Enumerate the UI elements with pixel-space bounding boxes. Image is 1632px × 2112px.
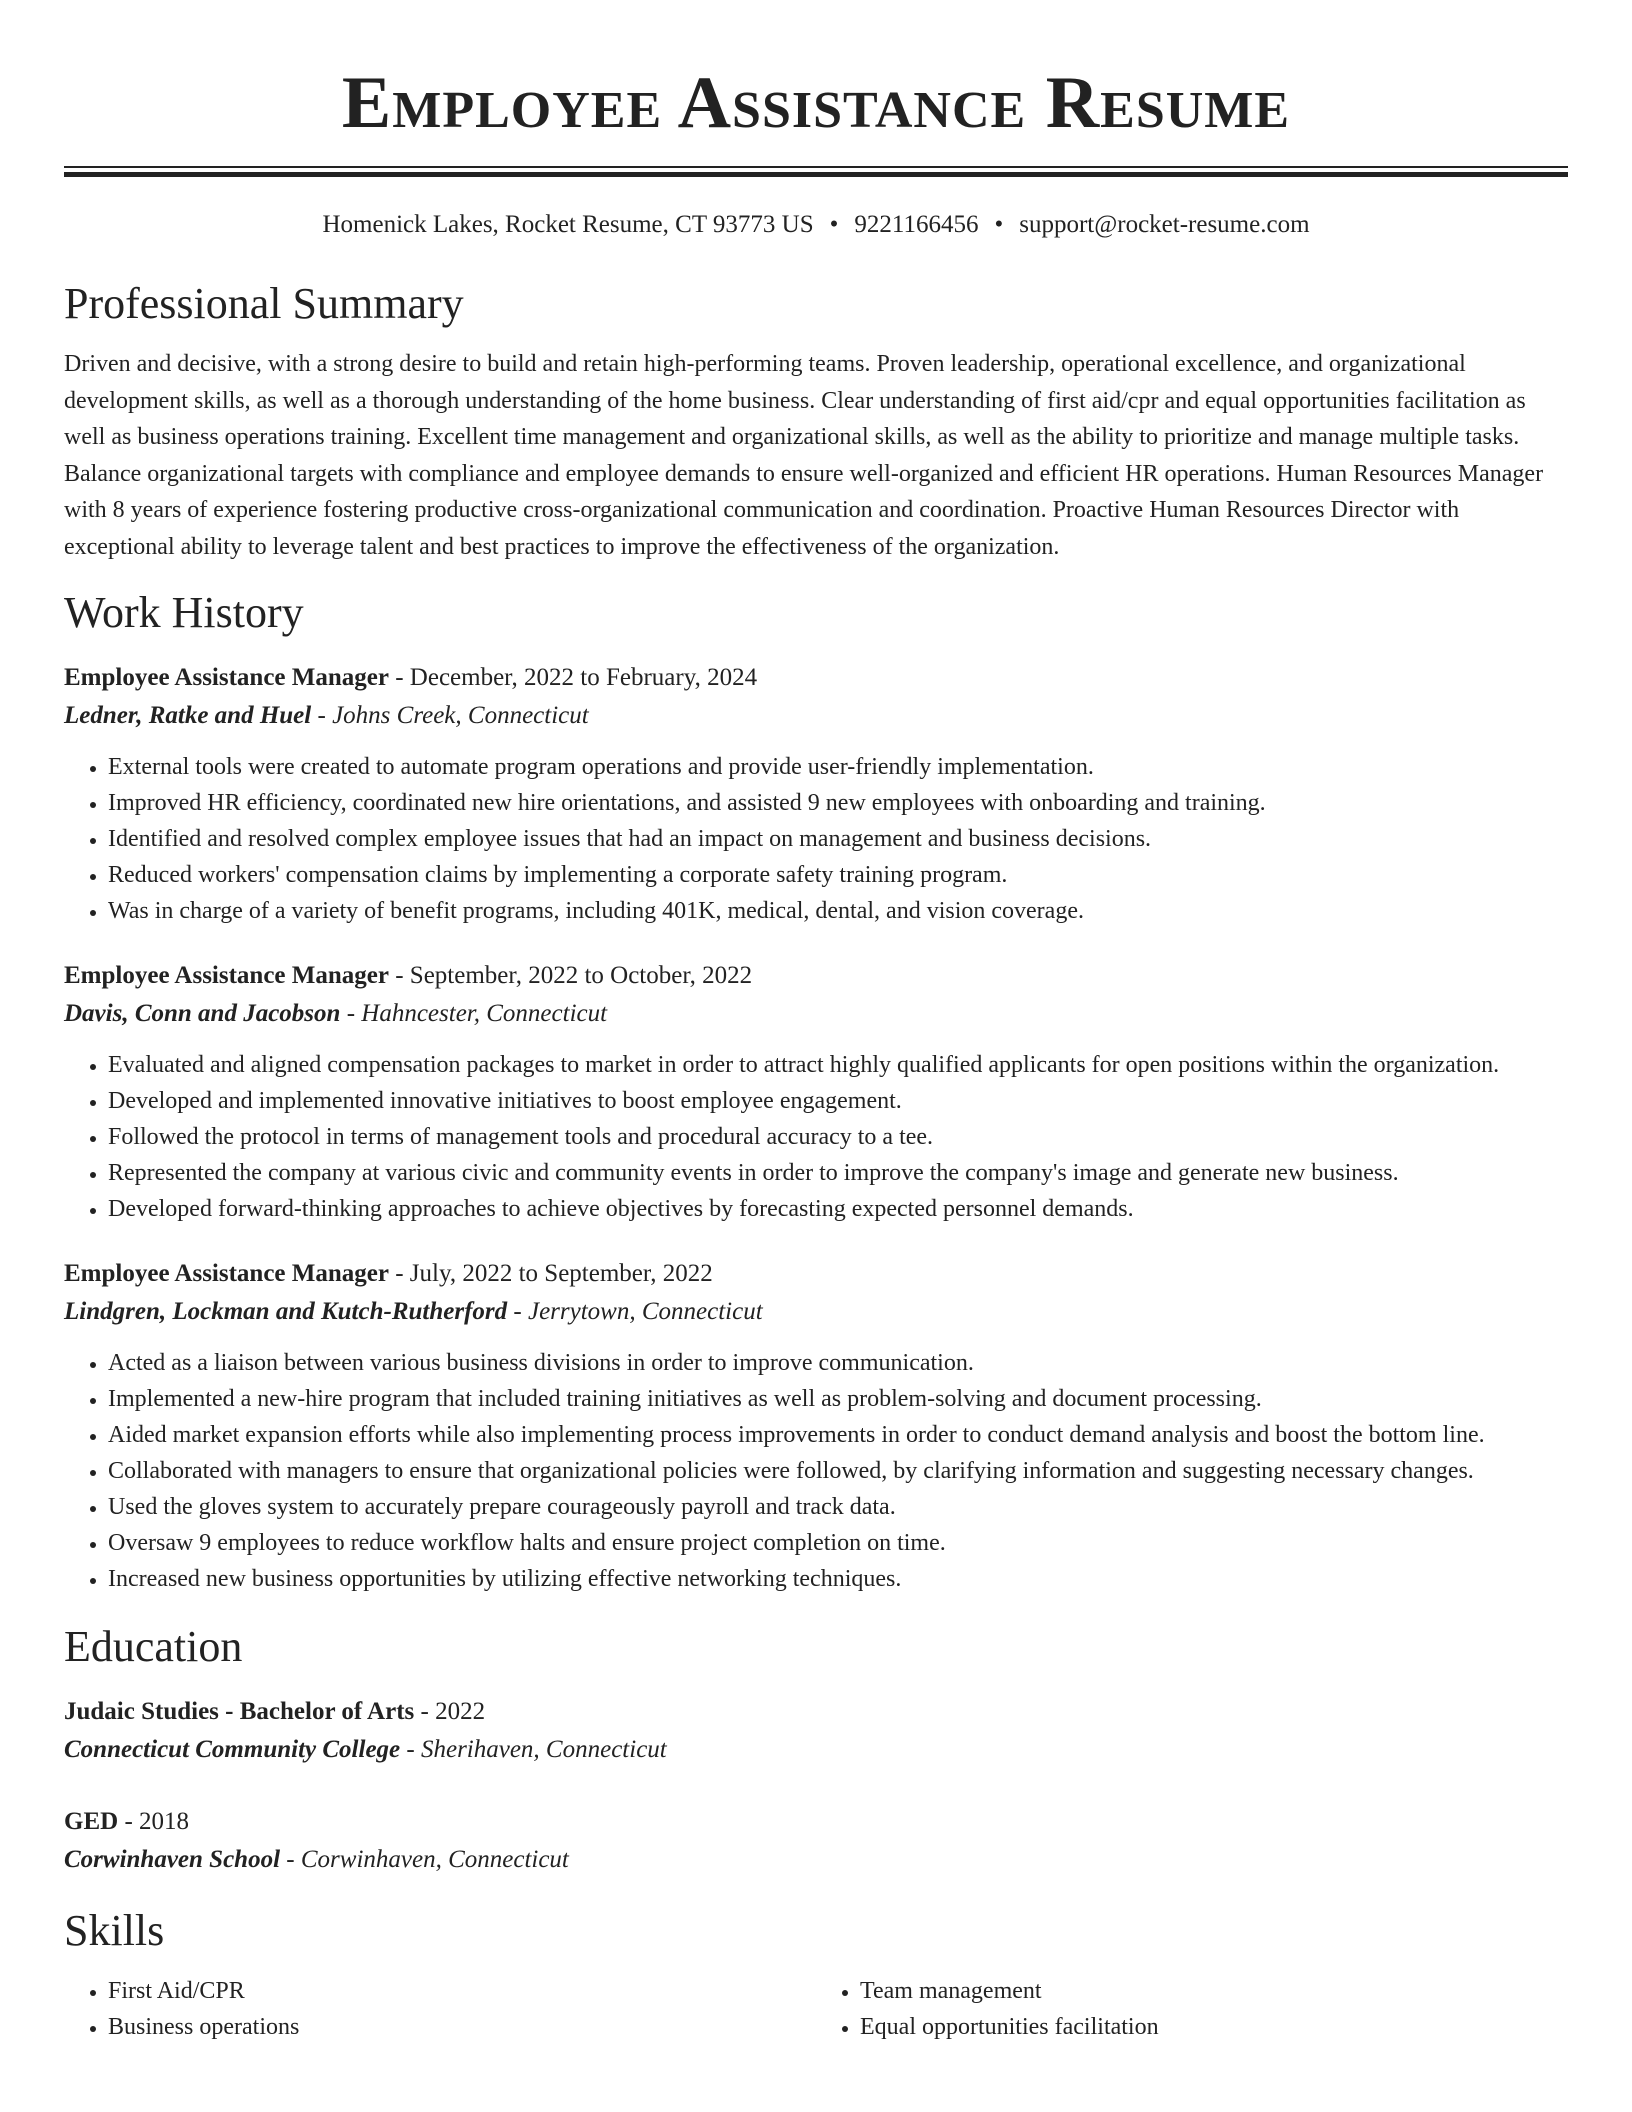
- job-header: Employee Assistance Manager - July, 2022 to September, 2022: [64, 1260, 713, 1287]
- job-location: Hahncester, Connecticut: [361, 1000, 608, 1027]
- title-divider-thick: [64, 172, 1568, 177]
- skill-item: • Team management: [860, 1973, 1568, 2009]
- education-year: 2022: [435, 1698, 486, 1725]
- job-dates: July, 2022 to September, 2022: [409, 1260, 713, 1287]
- job-bullets: [64, 1345, 1568, 1597]
- contact-email: support@rocket-resume.com: [1019, 211, 1310, 238]
- job-bullet: • Developed and implemented innovative initiatives to boost employee engagement.: [108, 1083, 1568, 1119]
- job-employer: Davis, Conn and Jacobson - Hahncester, Connecticut: [64, 1000, 608, 1027]
- job-header: Employee Assistance Manager - September, 2022 to October, 2022: [64, 962, 753, 989]
- summary-heading: Professional Summary: [64, 279, 464, 328]
- education-entry: [64, 1693, 1568, 1769]
- job-bullets: [64, 1047, 1568, 1227]
- job-bullet: • Improved HR efficiency, coordinated new hire orientations, and assisted 9 new employees with onboarding and training.: [108, 785, 1568, 821]
- education-school: Corwinhaven School: [64, 1846, 281, 1873]
- job-entry: [64, 1255, 1568, 1597]
- job-bullet: • Was in charge of a variety of benefit programs, including 401K, medical, dental, and vision coverage.: [108, 893, 1568, 929]
- job-header: Employee Assistance Manager - December, 2022 to February, 2024: [64, 664, 758, 691]
- contact-separator: •: [829, 211, 839, 238]
- skills-column-right: [816, 1973, 1568, 2045]
- education-school: Connecticut Community College: [64, 1736, 401, 1763]
- contact-phone: 9221166456: [854, 211, 979, 238]
- contact-line: [64, 210, 1568, 240]
- job-company: Davis, Conn and Jacobson: [64, 1000, 341, 1027]
- education-degree: GED: [64, 1808, 119, 1835]
- education-year: 2018: [139, 1808, 190, 1835]
- skills-list: [64, 1973, 1568, 2045]
- job-entry: [64, 957, 1568, 1227]
- contact-address: Homenick Lakes, Rocket Resume, CT 93773 US: [322, 211, 814, 238]
- education-location: Corwinhaven, Connecticut: [300, 1846, 569, 1873]
- education-heading: Education: [64, 1622, 243, 1671]
- education-entry: [64, 1803, 1568, 1879]
- job-bullets: [64, 749, 1568, 929]
- skill-item: • Business operations: [108, 2009, 816, 2045]
- job-bullet: • Developed forward-thinking approaches to achieve objectives by forecasting expected personnel demands.: [108, 1191, 1568, 1227]
- job-dates: September, 2022 to October, 2022: [409, 962, 753, 989]
- job-title: Employee Assistance Manager: [64, 1260, 389, 1287]
- job-bullet: • Implemented a new-hire program that included training initiatives as well as problem-solving and document processing.: [108, 1381, 1568, 1417]
- resume-title: Employee Assistance Resume: [341, 62, 1291, 144]
- job-bullet: • External tools were created to automate program operations and provide user-friendly implementation.: [108, 749, 1568, 785]
- job-bullet: • Aided market expansion efforts while also implementing process improvements in order to conduct demand analysis and boost the bottom line.: [108, 1417, 1568, 1453]
- job-bullet: • Increased new business opportunities by utilizing effective networking techniques.: [108, 1561, 1568, 1597]
- skill-item: • First Aid/CPR: [108, 1973, 816, 2009]
- job-bullet: • Reduced workers' compensation claims by implementing a corporate safety training program.: [108, 857, 1568, 893]
- job-entry: [64, 659, 1568, 929]
- job-bullet: • Evaluated and aligned compensation packages to market in order to attract highly qualified applicants for open positions within the organization.: [108, 1047, 1568, 1083]
- title-divider-thin: [64, 166, 1568, 168]
- work-history-heading: Work History: [64, 588, 304, 637]
- job-employer: Lindgren, Lockman and Kutch-Rutherford - Jerrytown, Connecticut: [64, 1298, 763, 1325]
- education-location: Sherihaven, Connecticut: [420, 1736, 667, 1763]
- contact-separator: •: [994, 211, 1004, 238]
- job-location: Johns Creek, Connecticut: [332, 702, 589, 729]
- job-bullet: • Represented the company at various civic and community events in order to improve the company's image and generate new business.: [108, 1155, 1568, 1191]
- skills-heading: Skills: [64, 1906, 165, 1955]
- job-title: Employee Assistance Manager: [64, 664, 389, 691]
- skill-item: • Equal opportunities facilitation: [860, 2009, 1568, 2045]
- job-location: Jerrytown, Connecticut: [527, 1298, 763, 1325]
- job-bullet: • Oversaw 9 employees to reduce workflow halts and ensure project completion on time.: [108, 1525, 1568, 1561]
- job-bullet: • Identified and resolved complex employee issues that had an impact on management and business decisions.: [108, 821, 1568, 857]
- job-title: Employee Assistance Manager: [64, 962, 389, 989]
- education-school-line: Connecticut Community College - Sherihaven, Connecticut: [64, 1736, 667, 1763]
- job-company: Ledner, Ratke and Huel: [64, 702, 312, 729]
- job-bullet: • Used the gloves system to accurately prepare courageously payroll and track data.: [108, 1489, 1568, 1525]
- job-company: Lindgren, Lockman and Kutch-Rutherford: [64, 1298, 508, 1325]
- job-dates: December, 2022 to February, 2024: [409, 664, 758, 691]
- education-degree-line: Judaic Studies - Bachelor of Arts - 2022: [64, 1698, 486, 1725]
- summary-text: Driven and decisive, with a strong desire to build and retain high-performing teams. Proven leadership, operational excellence, and organizational development skills, as well as a thorough understanding of the home business. Clear understanding of first aid/cpr and equal opportunities facilitation as well as business operations training. Excellent time management and organizational skills, as well as the ability to prioritize and manage multiple tasks. Balance organizational targets with compliance and employee demands to ensure well-organized and efficient HR operations. Human Resources Manager with 8 years of experience fostering productive cross-organizational communication and coordination. Proactive Human Resources Director with exceptional ability to leverage talent and best practices to improve the effectiveness of the organization.: [64, 351, 1544, 560]
- education-school-line: Corwinhaven School - Corwinhaven, Connecticut: [64, 1846, 569, 1873]
- education-degree: Judaic Studies - Bachelor of Arts: [64, 1698, 415, 1725]
- job-bullet: • Acted as a liaison between various business divisions in order to improve communication.: [108, 1345, 1568, 1381]
- education-degree-line: GED - 2018: [64, 1808, 190, 1835]
- job-bullet: • Collaborated with managers to ensure that organizational policies were followed, by clarifying information and suggesting necessary changes.: [108, 1453, 1568, 1489]
- job-bullet: • Followed the protocol in terms of management tools and procedural accuracy to a tee.: [108, 1119, 1568, 1155]
- skills-column-left: [64, 1973, 816, 2045]
- job-employer: Ledner, Ratke and Huel - Johns Creek, Connecticut: [64, 702, 589, 729]
